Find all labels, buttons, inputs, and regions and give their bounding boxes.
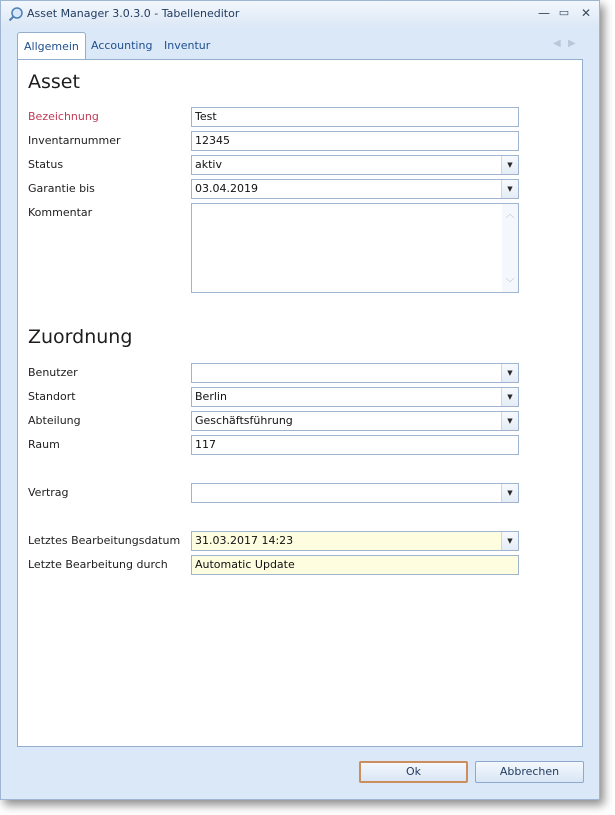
tab-scroll-right-icon[interactable]: ▶ [568, 38, 576, 49]
inventarnummer-value: 12345 [195, 134, 230, 147]
label-inventarnummer: Inventarnummer [28, 134, 121, 147]
label-abteilung: Abteilung [28, 414, 81, 427]
vertrag-select[interactable] [191, 483, 519, 503]
letzte-durch-value: Automatic Update [195, 558, 295, 571]
letztes-datum-value: 31.03.2017 14:23 [195, 534, 294, 547]
label-standort: Standort [28, 390, 76, 403]
ok-button[interactable]: Ok [359, 761, 468, 783]
chevron-down-icon[interactable]: ▼ [501, 156, 518, 174]
scroll-up-icon[interactable]: ︿ [505, 210, 515, 220]
chevron-down-icon[interactable]: ▼ [501, 412, 518, 430]
chevron-down-icon[interactable]: ▼ [501, 484, 518, 502]
abteilung-select[interactable] [191, 411, 519, 431]
label-bezeichnung: Bezeichnung [28, 110, 99, 123]
cancel-button[interactable]: Abbrechen [475, 761, 584, 783]
title-bar [1, 1, 599, 27]
allgemein-panel [17, 59, 583, 747]
label-vertrag: Vertrag [28, 486, 69, 499]
garantie-date-picker[interactable] [191, 179, 519, 199]
tab-scroll-left-icon[interactable]: ◀ [553, 38, 561, 49]
section-title-zuordnung: Zuordnung [28, 326, 133, 348]
status-select[interactable] [191, 155, 519, 175]
label-letztes-datum: Letztes Bearbeitungsdatum [28, 534, 181, 547]
letztes-datum-field[interactable] [191, 531, 519, 551]
tab-strip [17, 32, 583, 60]
kommentar-textarea[interactable] [191, 203, 519, 293]
benutzer-select[interactable] [191, 363, 519, 383]
label-benutzer: Benutzer [28, 366, 78, 379]
chevron-down-icon[interactable]: ▼ [501, 388, 518, 406]
bezeichnung-value: Test [195, 110, 217, 123]
kommentar-scrollbar[interactable] [502, 204, 518, 292]
label-letzte-durch: Letzte Bearbeitung durch [28, 558, 168, 571]
label-kommentar: Kommentar [28, 206, 93, 219]
section-title-asset: Asset [28, 71, 80, 93]
garantie-value: 03.04.2019 [195, 182, 258, 195]
chevron-down-icon[interactable]: ▼ [501, 364, 518, 382]
chevron-down-icon[interactable]: ▼ [501, 180, 518, 198]
abteilung-value: Geschäftsführung [195, 414, 293, 427]
scroll-down-icon[interactable]: ﹀ [505, 279, 515, 289]
app-magnifier-icon [8, 6, 24, 22]
label-status: Status [28, 158, 64, 171]
raum-input[interactable] [191, 435, 519, 455]
inventarnummer-input[interactable] [191, 131, 519, 151]
label-raum: Raum [28, 438, 60, 451]
tab-allgemein[interactable]: Allgemein [17, 32, 86, 60]
window-title: Asset Manager 3.0.3.0 - Tabelleneditor [27, 7, 240, 20]
status-value: aktiv [195, 158, 222, 171]
close-button[interactable]: ✕ [580, 6, 592, 20]
standort-value: Berlin [195, 390, 227, 403]
tab-inventur[interactable]: Inventur [164, 39, 211, 52]
tab-accounting[interactable]: Accounting [91, 39, 153, 52]
raum-value: 117 [195, 438, 216, 451]
chevron-down-icon[interactable]: ▼ [501, 532, 518, 550]
maximize-button[interactable]: ▭ [558, 6, 570, 19]
minimize-button[interactable]: — [538, 6, 550, 20]
letzte-durch-field[interactable] [191, 555, 519, 575]
label-garantie: Garantie bis [28, 182, 95, 195]
bezeichnung-input[interactable] [191, 107, 519, 127]
standort-select[interactable] [191, 387, 519, 407]
